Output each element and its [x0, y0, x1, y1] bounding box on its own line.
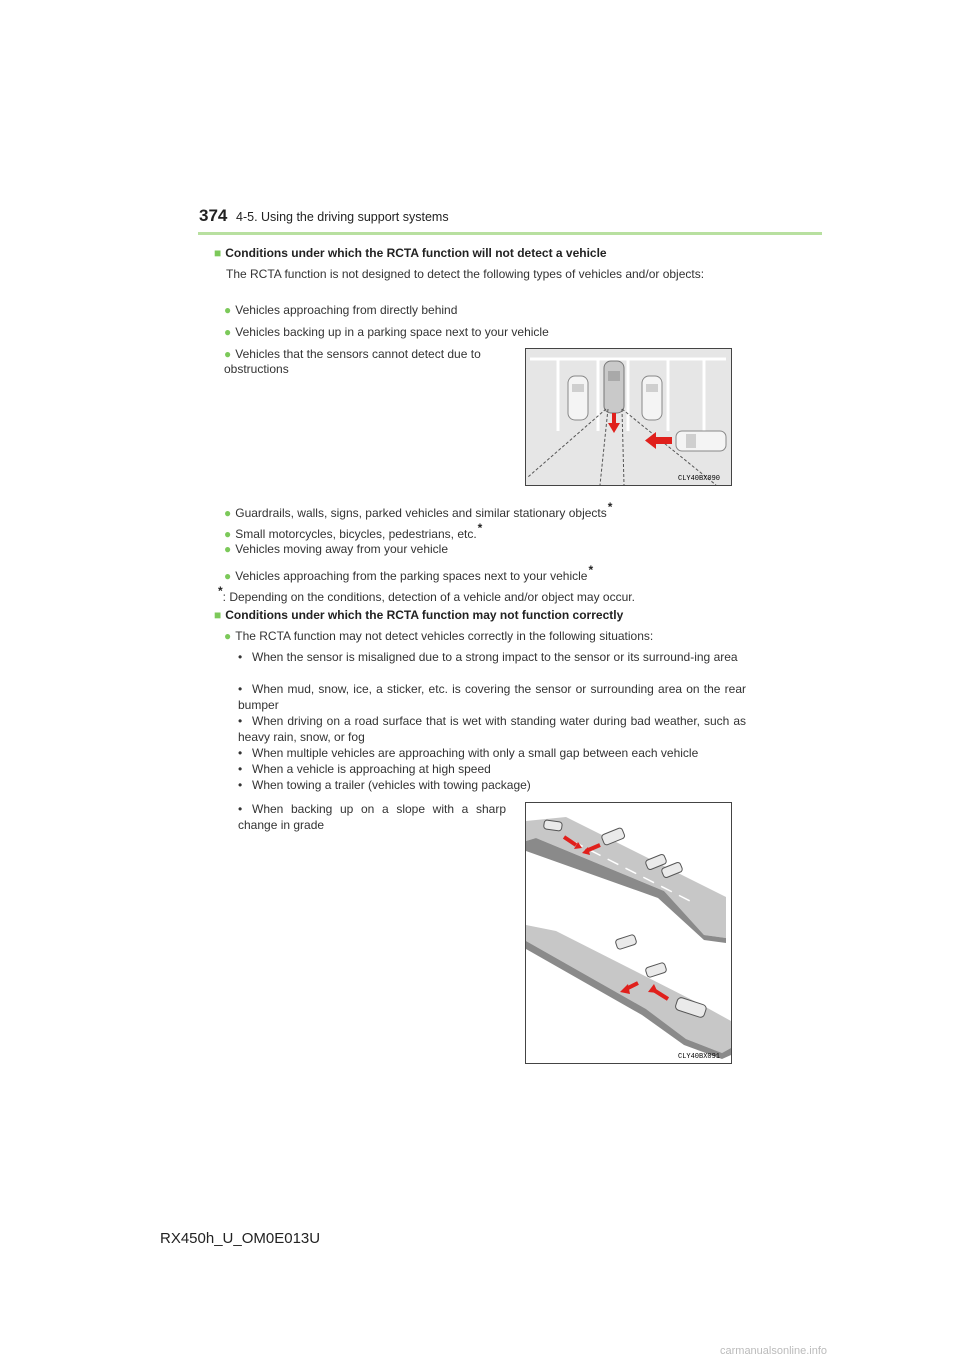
- header-rule: [198, 232, 822, 235]
- list-item: ● Guardrails, walls, signs, parked vehicles and similar stationary objects*: [224, 500, 613, 520]
- asterisk-mark: *: [607, 500, 613, 514]
- list-item: • When driving on a road surface that is wet with standing water during bad weather, such as heavy rain, snow, or fog: [238, 714, 746, 744]
- parking-lot-illustration: [526, 349, 731, 485]
- circle-bullet-icon: ●: [224, 303, 232, 317]
- footer-model: RX450h_U_OM0E013U: [160, 1230, 321, 1247]
- list-item: ● Vehicles approaching from the parking spaces next to your vehicle*: [224, 563, 594, 583]
- heading-may-not-function: ■ Conditions under which the RCTA function may not function correctly: [214, 608, 624, 622]
- watermark: carmanualsonline.info: [720, 1345, 828, 1357]
- circle-bullet-icon: ●: [224, 325, 232, 339]
- intro-not-detect: The RCTA function is not designed to detect the following types of vehicles and/or objects:: [226, 267, 705, 281]
- list-item: • When multiple vehicles are approaching with only a small gap between each vehicle: [238, 746, 699, 760]
- square-bullet-icon: ■: [214, 608, 222, 622]
- intro-may-not-function: ● The RCTA function may not detect vehicles correctly in the following situations:: [224, 629, 654, 643]
- footnote: *: Depending on the conditions, detection of a vehicle and/or object may occur.: [218, 584, 635, 604]
- slope-illustration: [526, 803, 731, 1063]
- list-item: • When the sensor is misaligned due to a strong impact to the sensor or its surround-ing area: [238, 650, 738, 664]
- list-item: • When backing up on a slope with a sharp change in grade: [238, 802, 506, 832]
- figure-code: CLY40BX091: [678, 1053, 721, 1061]
- list-item: • When towing a trailer (vehicles with towing package): [238, 778, 531, 792]
- asterisk-mark: *: [588, 563, 594, 577]
- circle-bullet-icon: ●: [224, 569, 232, 583]
- asterisk-mark: *: [477, 521, 483, 535]
- list-item: ● Small motorcycles, bicycles, pedestrians, etc.*: [224, 521, 483, 541]
- figure-code: CLY40BX090: [678, 475, 721, 483]
- footnote-mark: *: [218, 584, 223, 598]
- circle-bullet-icon: ●: [224, 629, 232, 643]
- heading-not-detect: ■ Conditions under which the RCTA function will not detect a vehicle: [214, 246, 607, 260]
- section-title: 4-5. Using the driving support systems: [236, 210, 449, 224]
- circle-bullet-icon: ●: [224, 347, 232, 361]
- circle-bullet-icon: ●: [224, 542, 232, 556]
- square-bullet-icon: ■: [214, 246, 222, 260]
- figure-parking-obstruction: [525, 348, 732, 486]
- circle-bullet-icon: ●: [224, 506, 232, 520]
- circle-bullet-icon: ●: [224, 527, 232, 541]
- list-item: ● Vehicles moving away from your vehicle: [224, 542, 449, 556]
- page-number: 374: [199, 206, 228, 225]
- list-item: ● Vehicles approaching from directly behind: [224, 303, 458, 317]
- list-item: • When mud, snow, ice, a sticker, etc. is covering the sensor or surrounding area on the rear bumper: [238, 682, 746, 712]
- list-item: ● Vehicles that the sensors cannot detect due to obstructions: [224, 347, 481, 376]
- figure-slope-grade: [525, 802, 732, 1064]
- list-item: • When a vehicle is approaching at high speed: [238, 762, 491, 776]
- list-item: ● Vehicles backing up in a parking space next to your vehicle: [224, 325, 549, 339]
